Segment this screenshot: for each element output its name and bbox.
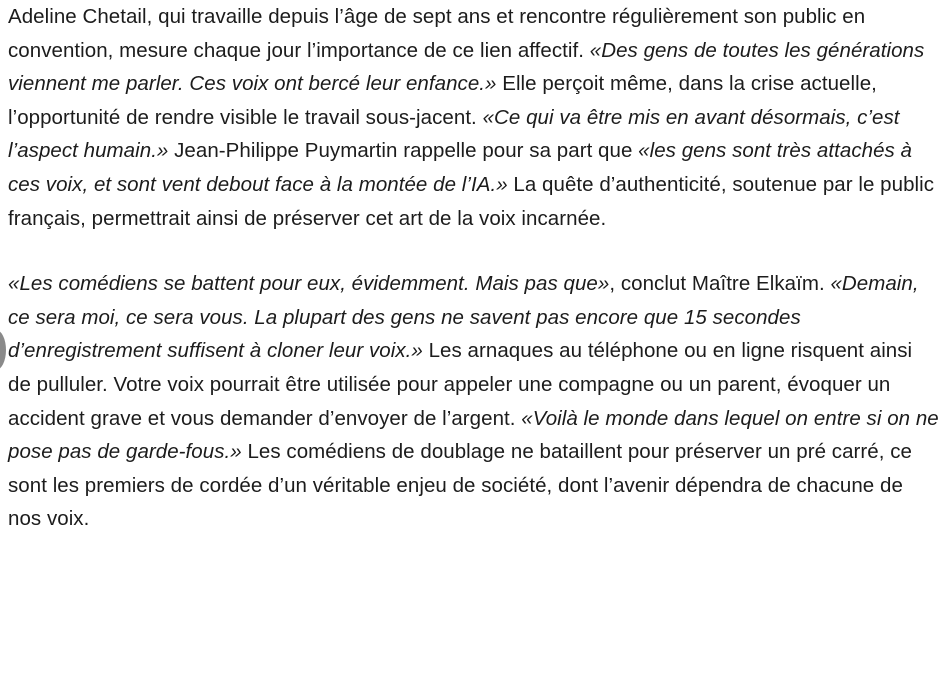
scroll-indicator[interactable]	[0, 330, 6, 370]
quote: «Demain, ce sera moi, ce sera vous. La plupart des gens ne savent pas encore que 15 secondes d’enregistrement suffisent à cloner leur voix.»	[8, 272, 919, 363]
quote: «Des gens de toutes les générations viennent me parler. Ces voix ont bercé leur enfance.»	[8, 38, 925, 96]
text-segment: Jean-Philippe Puymartin rappelle pour sa part que	[168, 139, 639, 163]
text-segment: Les comédiens de doublage ne bataillent pour préserver un pré carré, ce sont les premiers de cordée d’un véritable enjeu de société, dont l’avenir dépendra de chacune de nos voix.	[8, 440, 912, 531]
text-segment: Adeline Chetail, qui travaille depuis l’âge de sept ans et rencontre régulièrement son public en convention, mesure chaque jour l’importance de ce lien affectif.	[8, 5, 866, 62]
article-body	[8, 0, 940, 536]
text-segment: Elle perçoit même, dans la crise actuelle, l’opportunité de rendre visible le travail sous-jacent.	[8, 72, 877, 129]
quote: «Les comédiens se battent pour eux, évidemment. Mais pas que»	[8, 272, 610, 296]
quote: «Voilà le monde dans lequel on entre si on ne pose pas de garde-fous.»	[8, 406, 939, 464]
text-segment: La quête d’authenticité, soutenue par le public français, permettrait ainsi de préserver cet art de la voix incarnée.	[8, 172, 935, 230]
paragraph-2	[8, 267, 940, 536]
quote: «les gens sont très attachés à ces voix, et sont vent debout face à la montée de l’IA.»	[8, 139, 913, 196]
quote: «Ce qui va être mis en avant désormais, c’est l’aspect humain.»	[8, 105, 900, 163]
text-segment: , conclut Maître Elkaïm.	[609, 272, 831, 296]
text-segment: Les arnaques au téléphone ou en ligne risquent ainsi de pulluler. Votre voix pourrait être utilisée pour appeler une compagne ou un parent, évoquer un accident grave et vous demander d’envoyer de l’argent.	[8, 339, 913, 430]
paragraph-1	[8, 0, 940, 235]
